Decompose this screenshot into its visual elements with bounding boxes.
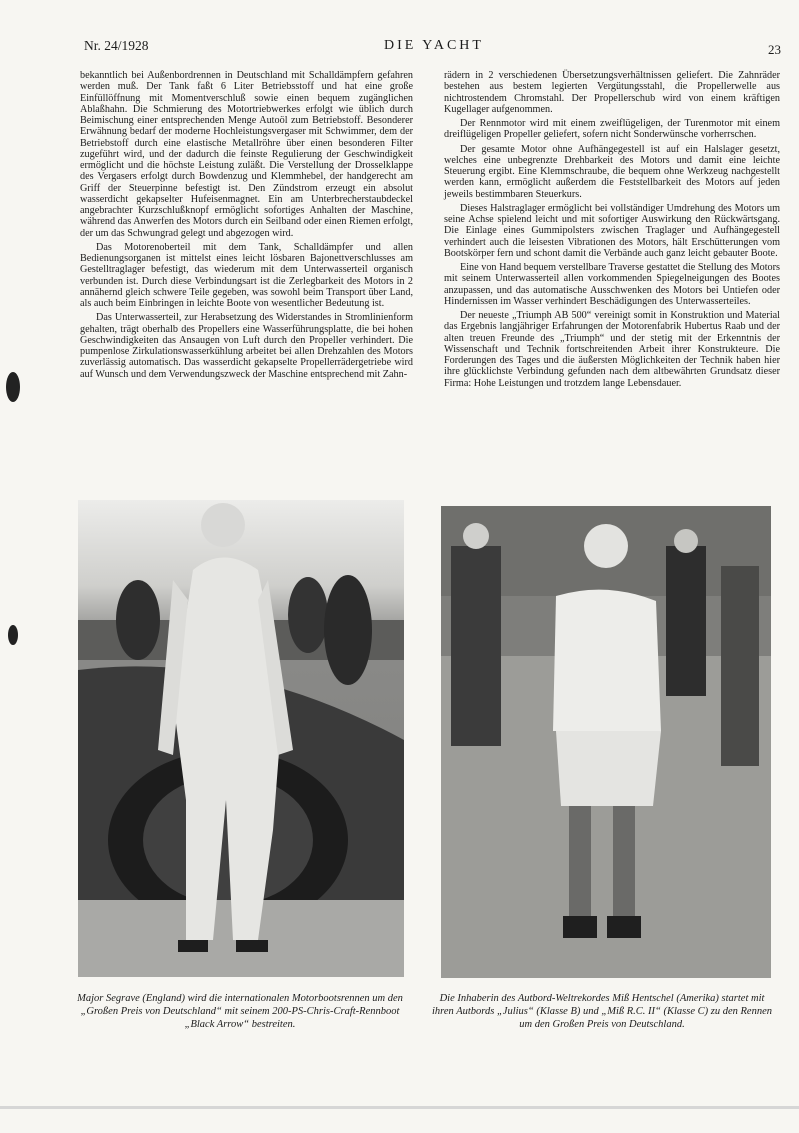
photo-hentschel <box>441 506 771 978</box>
binding-hole-mark <box>6 372 20 402</box>
page-bottom-edge <box>0 1106 799 1109</box>
paragraph: Der neueste „Triumph AB 500“ vereinigt somit in Konstruktion und Material das Ergebnis langjähriger Erfahrungen der Motorenfabrik Hubertus Raab und der alten treuen Freunde des „Triumph“ und der stetig mit der Erkenntnis der Wissenschaft und Technik fortschreitenden Arbeit ihrer Konstrukteure. Die Forderungen des Tages und die äußersten Möglichkeiten der Technik haben hier ihre glücklichste Verbindung gefunden nach dem altbewährten Grundsatz dieser Firma: Hohe Leistungen und trotzdem lange Lebensdauer. <box>444 310 780 389</box>
magazine-title: DIE YACHT <box>384 38 484 53</box>
caption-right: Die Inhaberin des Autbord-Weltrekordes Miß Hentschel (Amerika) startet mit ihren Autbords „Julius“ (Klasse B) und „Miß R.C. II“ (Klasse C) zu den Rennen um den Großen Preis von Deutschland. <box>432 993 772 1030</box>
caption-left: Major Segrave (England) wird die internationalen Motorbootsrennen um den „Großen Preis von Deutschland“ mit seinem 200-PS-Chris-Craft-Rennboot „Black Arrow“ bestreiten. <box>77 993 403 1030</box>
paragraph: Der Rennmotor wird mit einem zweiflügeligen, der Turenmotor mit einem dreiflügeligen Propeller geliefert, sofern nicht Sonderwünsche vorherrschen. <box>444 118 780 141</box>
photo-segrave <box>78 500 404 977</box>
paragraph: Das Motorenoberteil mit dem Tank, Schalldämpfer und allen Bedienungsorganen ist mittelst eines leicht lösbaren Bajonettverschlusses am Gestelltraglager befestigt, das wiederum mit dem Unterwasserteil organisch verbunden ist. Durch diese Verbindungsart ist die Zerlegbarkeit des Motors in 2 annähernd gleich schwere Teile gegeben, was sowohl beim Transport über Land, als auch beim Einbringen in leichte Boote von wesentlicher Bedeutung ist. <box>80 241 413 309</box>
paragraph: bekanntlich bei Außenbordrennen in Deutschland mit Schalldämpfern gefahren werden muß. Der Tank faßt 6 Liter Betriebsstoff und hat eine große Einfüllöffnung mit Momentverschluß sowie einen bequem zugänglichen Ablaßhahn. Die Schmierung des Motortriebwerkes erfolgt wie üblich durch Beimischung einer entsprechenden Menge Autoöl zum Betriebstoff. Besonderer Erwähnung bedarf der moderne Hochleistungsvergaser mit Schwimmer, dem der Betriebstoff durch eine elastische Metallröhre über einen besonderen Filter zugeführt wird, und der dadurch die feinste Regulierung der Geschwindigkeit ermöglicht und die höchste Leistung zuläßt. Die Verstellung der Drosselklappe des Vergasers erfolgt durch Bowdenzug und Klemmhebel, der handgerecht am Griff der Steuerpinne befestigt ist. Den Zündstrom erzeugt ein absolut wasserdicht gekapselter Hufeisenmagnet. Ein am Unterbrecherstaubdeckel angebrachter Kurzschlußknopf ermöglicht sofortiges Anhalten der Maschine, während das Anwerfen des Motors durch ein Seilband oder einen Riemen erfolgt, der um das Schwungrad gelegt und abgezogen wird. <box>80 70 413 239</box>
left-text-column <box>80 70 413 383</box>
photo-hentschel-image <box>441 506 771 978</box>
page-header <box>84 38 781 58</box>
right-text-column <box>444 70 780 392</box>
paragraph: rädern in 2 verschiedenen Übersetzungsverhältnissen geliefert. Die Zahnräder bestehen aus bestem legierten Vergütungsstahl, die Propellerwelle aus nichtrostendem Chromstahl. Der Propellerschub wird von einem kräftigen Kugellager aufgenommen. <box>444 70 780 115</box>
paragraph: Dieses Halstraglager ermöglicht bei vollständiger Umdrehung des Motors um seine Achse spielend leicht und mit sofortiger Auswirkung den Rückwärtsgang. Die Einlage eines Gummipolsters zwischen Traglager und Aufhängegestell verhindert auch die leisesten Vibrationen des Motors, hält Erschütterungen vom Bootskörper fern und schont damit die Verbände auch ganz leicht gebauter Boote. <box>444 202 780 259</box>
paragraph: Eine von Hand bequem verstellbare Traverse gestattet die Stellung des Motors mit seinem Unterwasserteil allen vorkommenden Spiegelneigungen des Bootes anzupassen, und das automatische Ausschwenken des Motors bei Untiefen oder Hindernissen im Wasser verhindert Beschädigungen des Unterwasserteiles. <box>444 262 780 307</box>
page-number: 23 <box>768 42 781 57</box>
photo-segrave-image <box>78 500 404 977</box>
binding-hole-mark <box>8 625 18 645</box>
issue-number: Nr. 24/1928 <box>84 38 149 53</box>
paragraph: Der gesamte Motor ohne Aufhängegestell ist auf ein Halslager gesetzt, welches eine unbegrenzte Drehbarkeit des Motors und damit eine leichte Steuerung ergibt. Eine Klemmschraube, die bequem ohne Werkzeug nachgestellt werden kann, ermöglicht außerdem die Feststellbarkeit des Motors auf jeden jeweils bestimmbaren Steuerkurs. <box>444 143 780 200</box>
paragraph: Das Unterwasserteil, zur Herabsetzung des Widerstandes in Stromlinienform gehalten, trägt oberhalb des Propellers eine Wasserführungsplatte, die bei hohen Geschwindigkeiten das Ansaugen von Luft durch den Propeller verhindert. Die pumpenlose Zirkulationswasserkühlung arbeitet bei allen Drehzahlen des Motors zuverlässig automatisch. Das wasserdicht gekapselte Propellerrädergetriebe wird auf Wunsch und dem Verwendungszweck der Maschine entsprechend mit Zahn- <box>80 312 413 380</box>
